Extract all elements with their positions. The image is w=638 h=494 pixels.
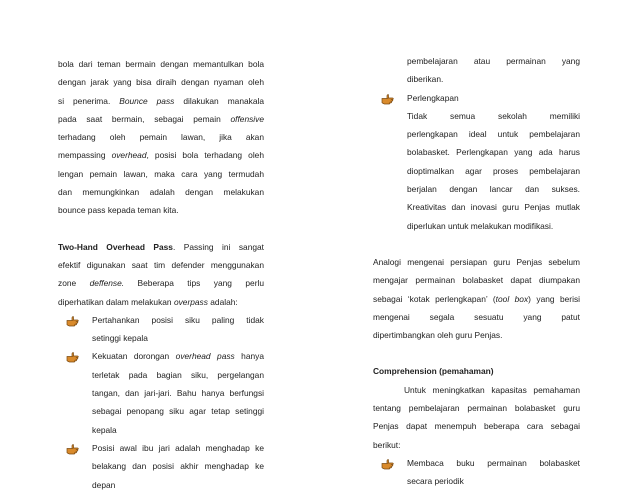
- section-heading: Comprehension (pemahaman): [373, 366, 494, 377]
- pointing-hand-icon: [66, 351, 79, 363]
- paragraph-line: bounce pass kepada teman kita.: [58, 205, 179, 216]
- paragraph-line: lengan pemain lawan, maka cara yang termudah: [58, 168, 264, 179]
- paragraph-line: sebagai ‘kotak perlengkapan’ (tool box) yang berisi: [373, 293, 581, 304]
- pointing-hand-icon: [381, 458, 394, 470]
- pointing-hand-icon: [381, 93, 394, 105]
- left-column: [58, 55, 264, 494]
- paragraph-line: pada saat bermain, sebagai pemain offensive: [58, 113, 264, 124]
- paragraph-line: mempassing overhead, posisi bola terhadang oleh: [58, 150, 264, 161]
- list-item: Membaca buku permainan bolabasket secara periodik: [373, 454, 580, 491]
- paragraph-line: Analogi mengenai persiapan guru Penjas sebelum: [373, 256, 580, 267]
- paragraph-line: Untuk meningkatkan kapasitas pemahaman: [404, 384, 580, 395]
- paragraph-line: dan memungkinkan adalah dengan melakukan: [58, 187, 264, 198]
- paragraph-line: dipertimbangkan oleh guru Penjas.: [373, 330, 503, 341]
- paragraph-line: mengenai segala sesuatu yang patut: [373, 311, 580, 322]
- paragraph-line: bola dari teman bermain dengan memantulkan bola: [58, 59, 264, 69]
- section-heading: Two-Hand Overhead Pass. Passing ini sangat: [58, 241, 264, 252]
- paragraph-line: tentang pembelajaran permainan bolabasket guru: [373, 403, 580, 414]
- list-item: Posisi awal ibu jari adalah menghadap ke belakang dan posisi akhir menghadap ke depan: [58, 439, 264, 494]
- paragraph-line: terhadang oleh pemain lawan, jika akan: [58, 132, 264, 143]
- paragraph-line: diperhatikan dalam melakukan overpass adalah:: [58, 296, 238, 307]
- right-column: [373, 52, 580, 491]
- paragraph-line: berikut:: [373, 439, 401, 450]
- paragraph-line: efektif digunakan saat tim defender menggunakan: [58, 259, 264, 270]
- paragraph-line: mengajar permainan bolabasket dapat diumpakan: [373, 275, 580, 286]
- paragraph-line: zone deffense. Beberapa tips yang perlu: [58, 278, 265, 289]
- paragraph-line: dengan jarak yang bisa diraih dengan nyaman oleh: [58, 77, 264, 88]
- paragraph-line: si penerima. Bounce pass dilakukan manakala: [58, 95, 265, 106]
- pointing-hand-icon: [66, 443, 79, 455]
- list-item: Kekuatan dorongan overhead pass hanya terletak pada bagian siku, pergelangan tangan, dan jari-jari. Bahu hanya berfungsi sebagai penopang siku agar tetap setinggi kepala: [58, 347, 264, 438]
- list-item: Perlengkapan Tidak semua sekolah memiliki perlengkapan ideal untuk pembelajaran bolabasket. Perlengkapan yang ada harus dioptimalkan agar proses pembelajaran berjalan dengan lancar dan sukses. Kreativitas dan inovasi guru Penjas mutlak diperlukan untuk melakukan modifikasi.: [373, 89, 580, 235]
- paragraph-line: Penjas dapat menempuh beberapa cara sebagai: [373, 421, 580, 432]
- list-item: Pertahankan posisi siku paling tidak setinggi kepala: [58, 311, 264, 348]
- pointing-hand-icon: [66, 315, 79, 327]
- list-item-continuation: pembelajaran atau permainan yang diberikan.: [407, 56, 580, 85]
